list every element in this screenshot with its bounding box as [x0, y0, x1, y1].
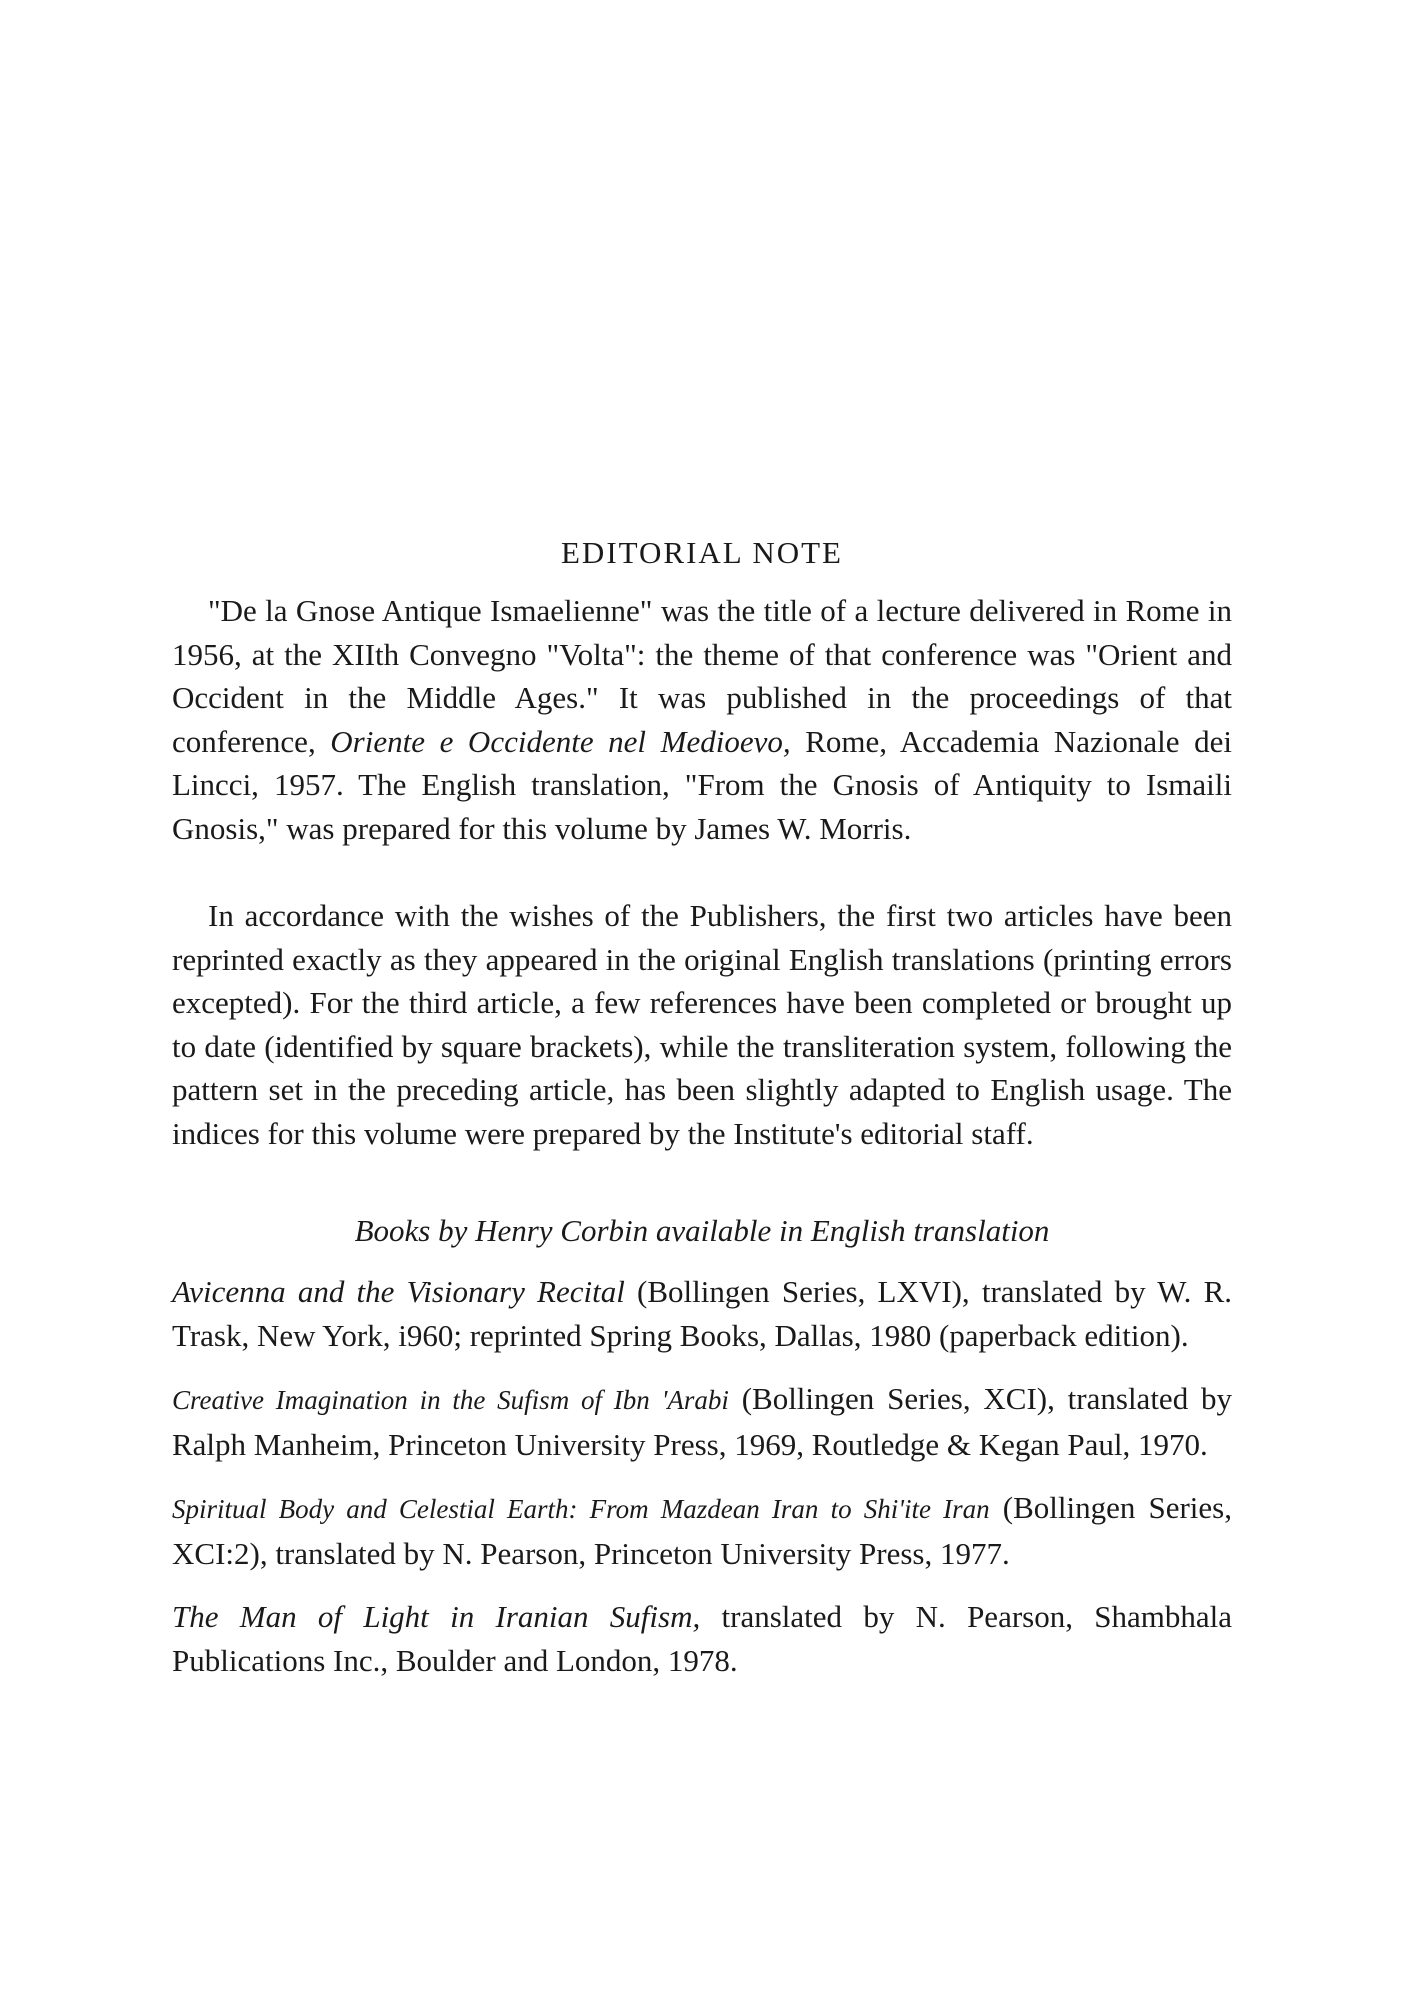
page-title: EDITORIAL NOTE — [561, 535, 843, 570]
book-details: (Bollingen Series, LXVI), translated by W. R. Trask, New York, i960; reprinted Spring Books, Dallas, 1980 (paperback edition). — [172, 1274, 1233, 1353]
book-title: Avicenna and the Visionary Recital — [172, 1274, 625, 1309]
book-details: translated by N. Pearson, Shambhala Publications Inc., Boulder and London, 1978. — [172, 1599, 1232, 1678]
paragraph-1-text-a: "De la Gnose Antique Ismaelienne" was the title of a lecture delivered in Rome in 1956, at the XIIth Convegno "Volta": the theme of that conference was "Orient and Occident in the Middle Ages." It was published in the proceedings of that conference, — [172, 593, 1232, 759]
document-page — [172, 535, 1232, 1702]
editorial-paragraph-2: In accordance with the wishes of the Publishers, the first two articles have been reprinted exactly as they appeared in the original English translations (printing errors excepted). For the third article, a few references have been completed or brought up to date (identified by square brackets), while the transliteration system, following the pattern set in the preceding article, has been slightly adapted to English usage. The indices for this volume were prepared by the Institute's editorial staff. — [172, 898, 1232, 1151]
book-entry — [172, 1595, 1232, 1682]
book-entry — [172, 1270, 1232, 1357]
book-entry — [172, 1377, 1232, 1466]
book-entry — [172, 1486, 1232, 1575]
book-details: (Bollingen Series, XCI), translated by Ralph Manheim, Princeton University Press, 1969, Routledge & Kegan Paul, 1970. — [172, 1381, 1232, 1462]
book-title: Spiritual Body and Celestial Earth: From Mazdean Iran to Shi'ite Iran — [172, 1494, 990, 1524]
books-heading: Books by Henry Corbin available in English translation — [354, 1213, 1050, 1248]
book-title: Creative Imagination in the Sufism of Ibn 'Arabi — [172, 1385, 729, 1415]
book-details: (Bollingen Series, XCI:2), translated by N. Pearson, Princeton University Press, 1977. — [172, 1490, 1232, 1571]
paragraph-1-italic-title: Oriente e Occidente nel Medioevo, — [330, 723, 791, 759]
book-title: The Man of Light in Iranian Sufism, — [172, 1599, 701, 1634]
editorial-paragraph-1 — [172, 589, 1232, 850]
paragraph-1-text-b: Rome, Accademia Nazionale dei Lincci, 1957. The English translation, "From the Gnosis of Antiquity to Ismaili Gnosis," was prepared for this volume by James W. Morris. — [172, 723, 1232, 846]
